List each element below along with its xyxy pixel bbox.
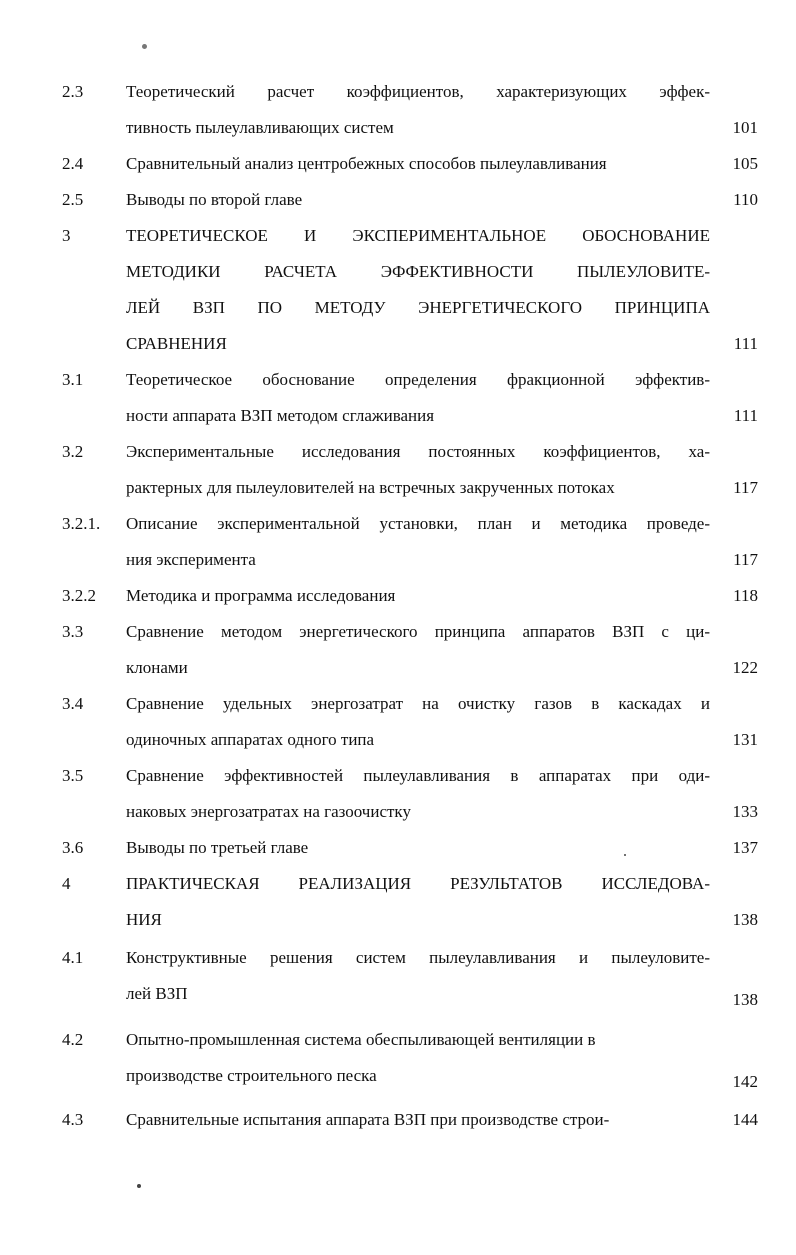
page-number: 137 [732, 838, 758, 857]
entry-title [126, 362, 710, 434]
section-number: 2.5 [62, 190, 84, 209]
scan-speck [142, 44, 147, 49]
entry-title-line: ния эксперимента [126, 550, 256, 569]
entry-title-line: Описание экспериментальной установки, план и методика проведе- [126, 514, 710, 533]
page-number: 105 [732, 154, 758, 173]
entry-title-line: рактерных для пылеуловителей на встречных закрученных потоках [126, 478, 615, 497]
page-number: 122 [732, 658, 758, 677]
page-number: 110 [733, 190, 758, 209]
section-number: 3.1 [62, 370, 84, 389]
entry-title-line: Конструктивные решения систем пылеулавливания и пылеуловите- [126, 948, 710, 967]
page-number: 118 [733, 586, 758, 605]
page-number: 117 [733, 478, 758, 497]
section-number: 3.5 [62, 766, 84, 785]
section-number: 4.1 [62, 948, 84, 967]
entry-title [126, 146, 710, 182]
entry-title-line: лей ВЗП [126, 984, 188, 1003]
entry-title-line: Выводы по второй главе [126, 190, 303, 209]
entry-title-line: НИЯ [126, 910, 162, 929]
entry-title-line: тивность пылеулавливающих систем [126, 118, 394, 137]
entry-title [126, 940, 710, 1012]
entry-title-line: Сравнительные испытания аппарата ВЗП при производстве строи- [126, 1110, 610, 1129]
section-number: 4 [62, 874, 71, 893]
entry-title-line: производстве строительного песка [126, 1066, 377, 1085]
entry-title-line: клонами [126, 658, 188, 677]
scan-speck [624, 854, 626, 856]
entry-title [126, 434, 710, 506]
entry-title-line: Опытно-промышленная система обеспыливающей вентиляции в [126, 1030, 596, 1049]
entry-title-line: ТЕОРЕТИЧЕСКОЕ И ЭКСПЕРИМЕНТАЛЬНОЕ ОБОСНОВАНИЕ [126, 226, 710, 245]
entry-title-line: ности аппарата ВЗП методом сглаживания [126, 406, 435, 425]
entry-title-line: ЛЕЙ ВЗП ПО МЕТОДУ ЭНЕРГЕТИЧЕСКОГО ПРИНЦИПА [126, 298, 710, 317]
entry-title [126, 218, 710, 362]
section-number: 3 [62, 226, 71, 245]
entry-title [126, 1022, 710, 1094]
entry-title [126, 506, 710, 578]
entry-title-line: МЕТОДИКИ РАСЧЕТА ЭФФЕКТИВНОСТИ ПЫЛЕУЛОВИТЕ- [126, 262, 710, 281]
page-number: 111 [733, 334, 758, 353]
entry-title-line: Сравнение удельных энергозатрат на очистку газов в каскадах и [126, 694, 710, 713]
page-number: 111 [733, 406, 758, 425]
section-number: 3.2.2 [62, 586, 96, 605]
section-number: 2.4 [62, 154, 84, 173]
entry-title-line: Методика и программа исследования [126, 586, 396, 605]
entry-title [126, 866, 710, 938]
page-number: 101 [732, 118, 758, 137]
page-number: 131 [732, 730, 758, 749]
page-number: 133 [732, 802, 758, 821]
entry-title-line: СРАВНЕНИЯ [126, 334, 227, 353]
section-number: 3.6 [62, 838, 84, 857]
entry-title [126, 1102, 710, 1138]
entry-title-line: Выводы по третьей главе [126, 838, 309, 857]
entry-title-line: Сравнение эффективностей пылеулавливания в аппаратах при оди- [126, 766, 710, 785]
section-number: 3.4 [62, 694, 84, 713]
page-number: 138 [732, 990, 758, 1009]
page-number: 138 [732, 910, 758, 929]
section-number: 4.3 [62, 1110, 84, 1129]
entry-title-line: ПРАКТИЧЕСКАЯ РЕАЛИЗАЦИЯ РЕЗУЛЬТАТОВ ИССЛЕДОВА- [126, 874, 710, 893]
scan-speck [137, 1184, 141, 1188]
section-number: 3.2.1. [62, 514, 101, 533]
section-number: 3.3 [62, 622, 84, 641]
entry-title-line: Теоретический расчет коэффициентов, характеризующих эффек- [126, 82, 710, 101]
section-number: 3.2 [62, 442, 84, 461]
section-number: 2.3 [62, 82, 84, 101]
entry-title-line: наковых энергозатратах на газоочистку [126, 802, 411, 821]
page-number: 117 [733, 550, 758, 569]
entry-title-line: Теоретическое обоснование определения фракционной эффектив- [126, 370, 710, 389]
entry-title [126, 758, 710, 830]
entry-title-line: одиночных аппаратах одного типа [126, 730, 375, 749]
entry-title-line: Экспериментальные исследования постоянных коэффициентов, ха- [126, 442, 710, 461]
entry-title [126, 578, 710, 614]
page-number: 144 [732, 1110, 758, 1129]
entry-title [126, 614, 710, 686]
entry-title [126, 830, 710, 866]
entry-title [126, 686, 710, 758]
entry-title [126, 74, 710, 146]
section-number: 4.2 [62, 1030, 84, 1049]
entry-title-line: Сравнение методом энергетического принципа аппаратов ВЗП с ци- [126, 622, 710, 641]
entry-title-line: Сравнительный анализ центробежных способов пылеулавливания [126, 154, 607, 173]
entry-title [126, 182, 710, 218]
page-number: 142 [732, 1072, 758, 1091]
